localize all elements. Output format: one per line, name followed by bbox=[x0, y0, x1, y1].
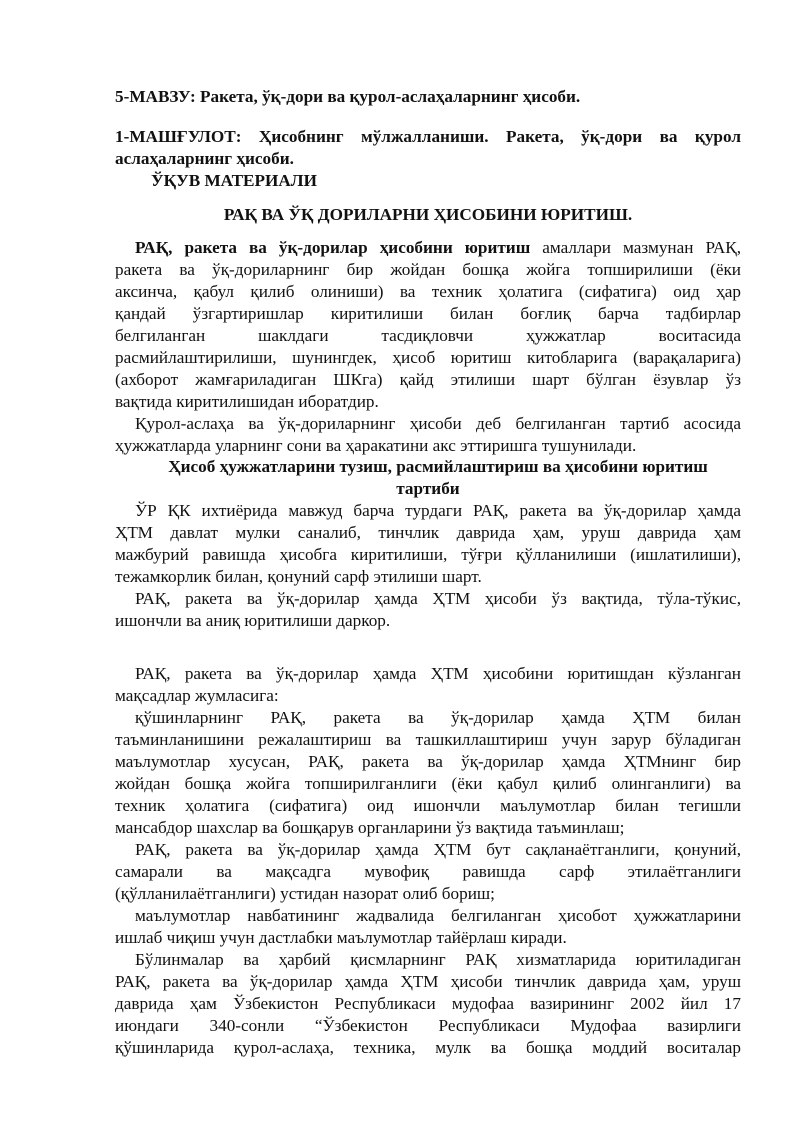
paragraph-3-line-2: ҲТМ давлат мулки саналиб, тинчлик даврида ҳам, уруш даврида ҳам bbox=[115, 523, 741, 542]
paragraph-1-line-6: расмийлаштирилиши, шунингдек, ҳисоб юритиш китобларига (варақаларига) bbox=[115, 348, 741, 367]
paragraph-1-line-7: (ахборот жамғариладиган ШКга) қайд этилиши шарт бўлган ёзувлар ўз bbox=[115, 370, 741, 389]
paragraph-9-line-5: қўшинларида қурол-аслаҳа, техника, мулк ва бошқа моддий воситалар bbox=[115, 1038, 741, 1057]
section-title: РАҚ ВА ЎҚ ДОРИЛАРНИ ҲИСОБИНИ ЮРИТИШ. bbox=[223, 205, 633, 224]
paragraph-7-line-1: РАҚ, ракета ва ўқ-дорилар ҳамда ҲТМ бут сақланаётганлиги, қонуний, bbox=[135, 840, 741, 859]
paragraph-3-line-4: тежамкорлик билан, қонуний сарф этилиши шарт. bbox=[115, 567, 482, 586]
paragraph-5-line-2: мақсадлар жумласига: bbox=[115, 686, 279, 705]
sub-heading-line-2: тартиби bbox=[396, 479, 460, 498]
paragraph-4-line-1: РАҚ, ракета ва ўқ-дорилар ҳамда ҲТМ ҳисоби ўз вақтида, тўла-тўкис, bbox=[135, 589, 741, 608]
paragraph-9-line-4: июндаги 340-сонли “Ўзбекистон Республикаси Мудофаа вазирлиги bbox=[115, 1016, 741, 1035]
paragraph-6-line-3: маълумотлар хусусан, РАҚ, ракета ва ўқ-дорилар ҳамда ҲТМнинг бир bbox=[115, 752, 741, 771]
paragraph-1-rest: амаллари мазмунан РАҚ, bbox=[530, 238, 741, 257]
paragraph-6-line-6: мансабдор шахслар ва бошқарув органларини ўз вақтида таъминлаш; bbox=[115, 818, 625, 837]
paragraph-2-line-2: ҳужжатларда уларнинг сони ва ҳаракатини акс эттиришга тушунилади. bbox=[115, 436, 637, 455]
paragraph-1-line-5: белгиланган шаклдаги тасдиқловчи ҳужжатлар воситасида bbox=[115, 326, 741, 345]
paragraph-6-line-5: техник ҳолатига (сифатига) оид ишончли маълумотлар билан тегишли bbox=[115, 796, 741, 815]
paragraph-1-line-2: ракета ва ўқ-дориларнинг бир жойдан бошқа жойга топширилиши (ёки bbox=[115, 260, 741, 279]
paragraph-8-line-2: ишлаб чиқиш учун дастлабки маълумотлар тайёрлаш киради. bbox=[115, 928, 567, 947]
paragraph-3-line-3: мажбурий равишда ҳисобга киритилиши, тўғри қўлланилиши (ишлатилиши), bbox=[115, 545, 741, 564]
topic-heading: 5-МАВЗУ: Ракета, ўқ-дори ва қурол-аслаҳаларнинг ҳисоби. bbox=[115, 87, 581, 106]
paragraph-1-line-1 bbox=[135, 237, 741, 259]
paragraph-9-line-2: РАҚ, ракета ва ўқ-дорилар ҳамда ҲТМ ҳисоби тинчлик даврида ҳам, уруш bbox=[115, 972, 741, 991]
paragraph-1-line-8: вақтида киритилишидан иборатдир. bbox=[115, 392, 379, 411]
paragraph-6-line-2: таъминланишини режалаштириш ва ташкиллаштириш учун зарур бўладиган bbox=[115, 730, 741, 749]
paragraph-1-line-4: қандай ўзгартиришлар киритилиши билан боғлиқ барча тадбирлар bbox=[115, 304, 741, 323]
sub-heading-line-1: Ҳисоб ҳужжатларини тузиш, расмийлаштириш ва ҳисобини юритиш bbox=[168, 457, 708, 476]
paragraph-9-line-1: Бўлинмалар ва ҳарбий қисмларнинг РАҚ хизматларида юритиладиган bbox=[135, 950, 741, 969]
paragraph-5-line-1: РАҚ, ракета ва ўқ-дорилар ҳамда ҲТМ ҳисобини юритишдан кўзланган bbox=[135, 664, 741, 683]
paragraph-6-line-4: жойдан бошқа жойга топширилганлиги (ёки қабул қилиб олинганлиги) ва bbox=[115, 774, 741, 793]
paragraph-6-line-1: қўшинларнинг РАҚ, ракета ва ўқ-дорилар ҳамда ҲТМ билан bbox=[135, 708, 741, 727]
lesson-heading-line-2: аслаҳаларнинг ҳисоби. bbox=[115, 149, 294, 168]
paragraph-1-line-3: аксинча, қабул қилиб олиниши) ва техник ҳолатига (сифатига) оид ҳар bbox=[115, 282, 741, 301]
paragraph-2-line-1: Қурол-аслаҳа ва ўқ-дориларнинг ҳисоби деб белгиланган тартиб асосида bbox=[135, 414, 741, 433]
paragraph-7-line-3: (қўлланилаётганлиги) устидан назорат олиб бориш; bbox=[115, 884, 495, 903]
paragraph-9-line-3: даврида ҳам Ўзбекистон Республикаси мудофаа вазирининг 2002 йил 17 bbox=[115, 994, 741, 1013]
paragraph-8-line-1: маълумотлар навбатининг жадвалида белгиланган ҳисобот ҳужжатларини bbox=[135, 906, 741, 925]
paragraph-7-line-2: самарали ва мақсадга мувофиқ равишда сарф этилаётганлиги bbox=[115, 862, 741, 881]
material-heading: ЎҚУВ МАТЕРИАЛИ bbox=[151, 171, 317, 190]
lesson-heading-line-1: 1-МАШҒУЛОТ: Ҳисобнинг мўлжалланиши. Ракета, ўқ-дори ва қурол bbox=[115, 127, 741, 146]
paragraph-1-bold-lead: РАҚ, ракета ва ўқ-дорилар ҳисобини юритиш bbox=[135, 238, 531, 257]
paragraph-3-line-1: ЎР ҚК ихтиёрида мавжуд барча турдаги РАҚ, ракета ва ўқ-дорилар ҳамда bbox=[135, 501, 741, 520]
paragraph-4-line-2: ишончли ва аниқ юритилиши даркор. bbox=[115, 611, 391, 630]
